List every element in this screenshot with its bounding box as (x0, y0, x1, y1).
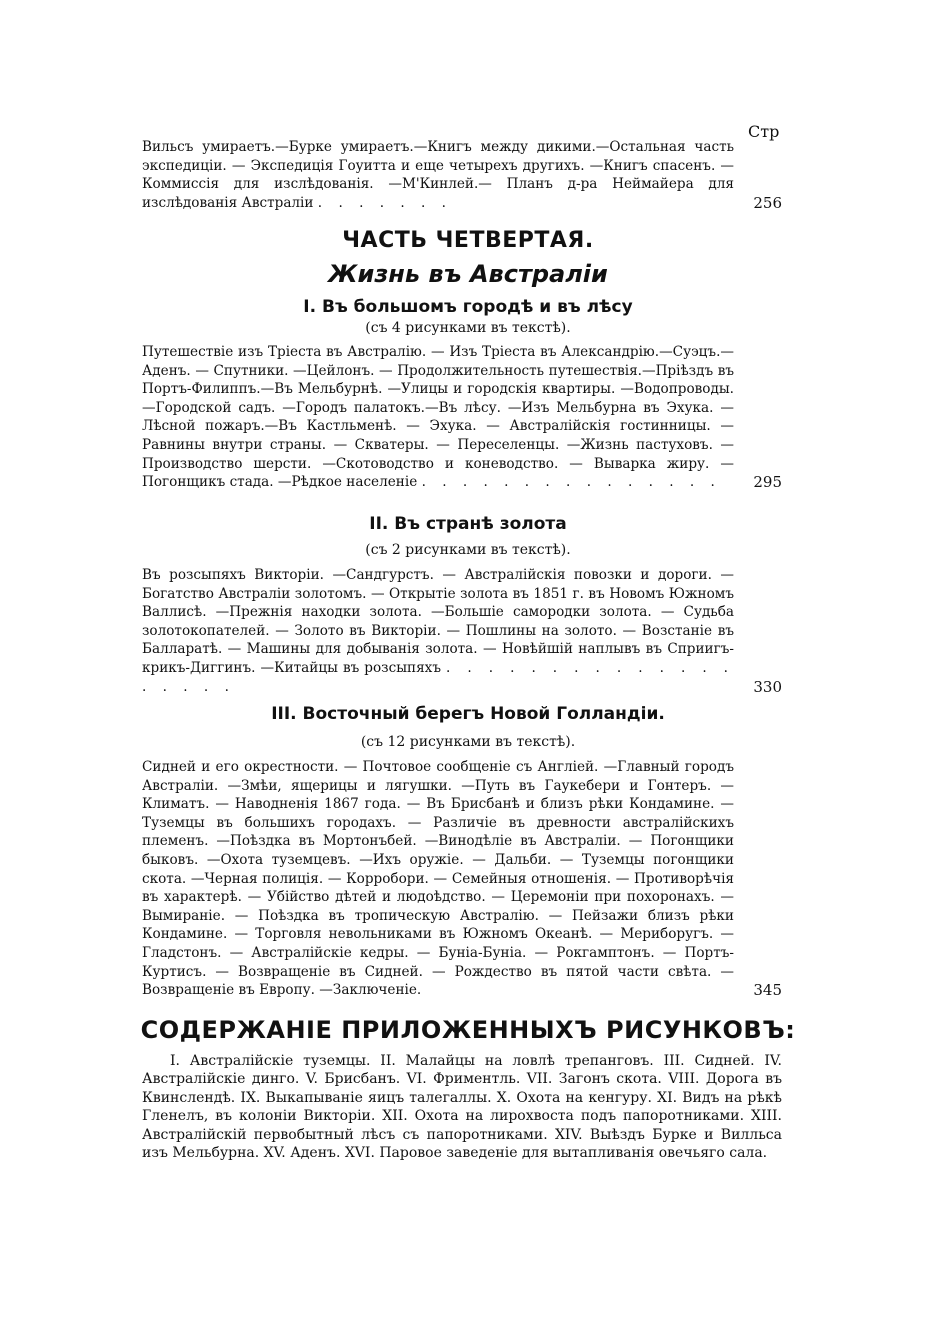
section-note: (съ 12 рисунками въ текстѣ). (360, 734, 576, 750)
toc-entry-text: Въ розсыпяхъ Викторіи. —Сандгурстъ. — Австралійскія повозки и дороги. —Богатство Австраліи золотомъ. — Открытіе золота въ 1851 г. въ Новомъ Южномъ Валлисѣ. —Прежнія находки золота. —Большіе самородки золота. — Судьба золотокопателей. — Золото въ Викторіи. — Пошлины на золото. — Возстаніе въ Балларатѣ. — Машины для добыванія золота. — Новѣйшій наплывъ въ Сприигъ-крикъ-Диггинъ. —Китайцы въ розсыпяхъ (142, 567, 734, 676)
section-title: III. Восточный берегъ Новой Голландіи. (271, 704, 665, 724)
section-note: (съ 2 рисунками въ текстѣ). (365, 542, 571, 558)
figures-list: I. Австралійскіе туземцы. II. Малайцы на ловлѣ трепанговъ. III. Сидней. IV. Австралійскіе динго. V. Брисбанъ. VI. Фриментль. VII. Загонъ скота. VIII. Дорога въ Квинслендѣ. IX. Выкапываніе яицъ талегаллы. X. Охота на кенгуру. XI. Видъ на рѣкѣ Гленелъ, въ колоніи Викторіи. XII. Охота на лирохвоста подъ папоротниками. XIII. Австралійскій первобытный лѣсъ съ папоротниками. XIV. Выѣздъ Бурке и Вилльса изъ Мельбурна. XV. Аденъ. XVI. Паровое заведеніе для вытапливанія овечьяго сала. (142, 1053, 782, 1162)
toc-entry-section-1 (142, 343, 782, 492)
dot-leader: . . . . . . . (317, 194, 452, 211)
figures-heading: СОДЕРЖАНІЕ ПРИЛОЖЕННЫХЪ РИСУНКОВЪ: (140, 1016, 796, 1044)
toc-entry-text: Вильсъ умираетъ.—Бурке умираетъ.—Книгъ между дикими.—Остальная часть экспедиціи. — Экспедиція Гоуитта и еще четырехъ другихъ. —Книгъ спасенъ. —Коммиссія для изслѣдованія. —М'Кинлей.— Планъ д-ра Неймайера для изслѣдованія Австраліи (142, 139, 734, 211)
part-subtitle: Жизнь въ Австраліи (328, 260, 608, 288)
toc-entry-prev (142, 138, 782, 212)
toc-page-number: 256 (747, 194, 782, 213)
toc-page-number: 345 (747, 981, 782, 1000)
section-note: (съ 4 рисунками въ текстѣ). (365, 320, 571, 336)
toc-entry-section-3 (142, 758, 782, 1000)
toc-entry-text: Путешествіе изъ Тріеста въ Австралію. — Изъ Тріеста въ Александрію.—Суэцъ.—Аденъ. — Спутники. —Цейлонъ. — Продолжительность путешествія.—Пріѣздъ въ Портъ-Филиппъ.—Въ Мельбурнѣ. —Улицы и городскія квартиры. —Водопроводы. —Городской садъ. —Городъ палатокъ.—Въ лѣсу. —Изъ Мельбурна въ Эхука. —Лѣсной пожаръ.—Въ Кастльменѣ. — Эхука. — Австралійскія гостинницы. — Равнины внутри страны. — Скватеры. — Переселенцы. —Жизнь пастуховъ. — Производство шерсти. —Скотоводство и коневодство. — Выварка жиру. —Погонщикъ стада. —Рѣдкое населеніе (142, 344, 734, 491)
toc-page-number: 295 (747, 473, 782, 492)
part-title: ЧАСТЬ ЧЕТВЕРТАЯ. (342, 228, 594, 253)
toc-entry-section-2 (142, 566, 782, 696)
toc-page-number: 330 (747, 678, 782, 697)
toc-entry-text: Сидней и его окрестности. — Почтовое сообщеніе съ Англіей. —Главный городъ Австраліи. —Змѣи, ящерицы и лягушки. —Путь въ Гаукебери и Гонтеръ. — Климатъ. — Наводненія 1867 года. — Въ Брисбанѣ и близъ рѣки Кондамине. — Туземцы въ большихъ городахъ. — Различіе въ древности австралійскихъ племенъ. —Поѣздка въ Мортонъбей. —Винодѣліе въ Австраліи. — Погонщики быковъ. —Охота туземцевъ. —Ихъ оружіе. — Дальби. — Туземцы погонщики скота. —Черная полиція. — Корробори. — Семейныя отношенія. — Противорѣчія въ характерѣ. — Убійство дѣтей и людоѣдство. — Церемоніи при похоронахъ. —Вымираніе. — Поѣздка въ тропическую Австралію. — Пейзажи близъ рѣки Кондамине. — Торговля невольниками въ Южномъ Океанѣ. — Мериборугъ. — Гладстонъ. — Австралійскіе кедры. — Буніа-Буніа. — Рокгамптонъ. — Портъ-Куртисъ. — Возвращеніе въ Сидней. — Рождество въ пятой части свѣта. — Возвращеніе въ Европу. —Заключеніе. (142, 759, 734, 999)
section-title: II. Въ странѣ золота (369, 514, 567, 534)
section-title: I. Въ большомъ городѣ и въ лѣсу (303, 297, 633, 317)
page-column-label: Стр (748, 122, 780, 141)
dot-leader: . . . . . . . . . . . . . . . (421, 474, 721, 491)
dot-leader: . . . . . . . . . . . . . . . . . . . (142, 659, 735, 695)
